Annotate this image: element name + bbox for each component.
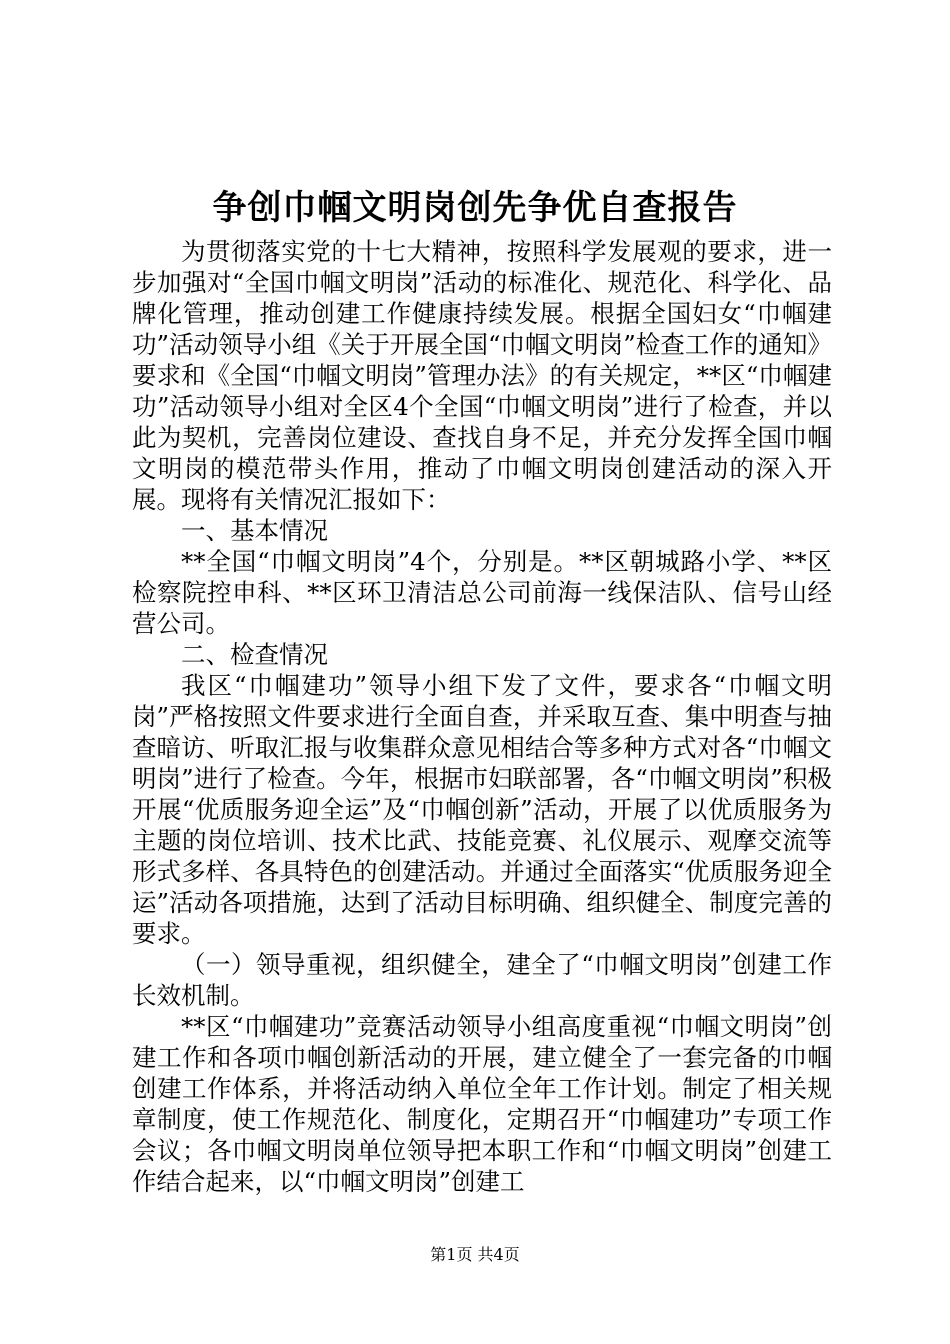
subsection-heading-leadership: （一）领导重视，组织健全，建全了“巾帼文明岗”创建工作长效机制。 (132, 950, 832, 1010)
page-footer: 第1页 共4页 (430, 1245, 520, 1264)
section-heading-inspection: 二、检查情况 (181, 640, 328, 669)
paragraph-intro: 为贯彻落实党的十七大精神，按照科学发展观的要求，进一步加强对“全国巾帼文明岗”活动的标准化、规范化、科学化、品牌化管理，推动创建工作健康持续发展。根据全国妇女“巾帼建功”活动领导小组《关于开展全国“巾帼文明岗”检查工作的通知》要求和《全国“巾帼文明岗”管理办法》的有关规定，**区“巾帼建功”活动领导小组对全区4个全国“巾帼文明岗”进行了检查，并以此为契机，完善岗位建设、查找自身不足，并充分发挥全国巾帼文明岗的模范带头作用，推动了巾帼文明岗创建活动的深入开展。现将有关情况汇报如下： (132, 237, 832, 514)
paragraph-inspection: 我区“巾帼建功”领导小组下发了文件，要求各“巾帼文明岗”严格按照文件要求进行全面自查，并采取互查、集中明查与抽查暗访、听取汇报与收集群众意见相结合等多种方式对各“巾帼文明岗”进行了检查。今年，根据市妇联部署，各“巾帼文明岗”积极开展“优质服务迎全运”及“巾帼创新”活动，开展了以优质服务为主题的岗位培训、技术比武、技能竞赛、礼仪展示、观摩交流等形式多样、各具特色的创建活动。并通过全面落实“优质服务迎全运”活动各项措施，达到了活动目标明确、组织健全、制度完善的要求。 (132, 671, 832, 948)
document-body (132, 236, 832, 1197)
paragraph-basic: **全国“巾帼文明岗”4个，分别是。**区朝城路小学、**区检察院控申科、**区环卫清洁总公司前海一线保洁队、信号山经营公司。 (132, 547, 832, 638)
document-title: 争创巾帼文明岗创先争优自查报告 (212, 188, 738, 228)
section-heading-basic: 一、基本情况 (181, 516, 328, 545)
paragraph-leadership: **区“巾帼建功”竞赛活动领导小组高度重视“巾帼文明岗”创建工作和各项巾帼创新活动的开展，建立健全了一套完备的巾帼创建工作体系，并将活动纳入单位全年工作计划。制定了相关规章制度，使工作规范化、制度化，定期召开“巾帼建功”专项工作会议；各巾帼文明岗单位领导把本职工作和“巾帼文明岗”创建工作结合起来，以“巾帼文明岗”创建工 (132, 1012, 832, 1196)
